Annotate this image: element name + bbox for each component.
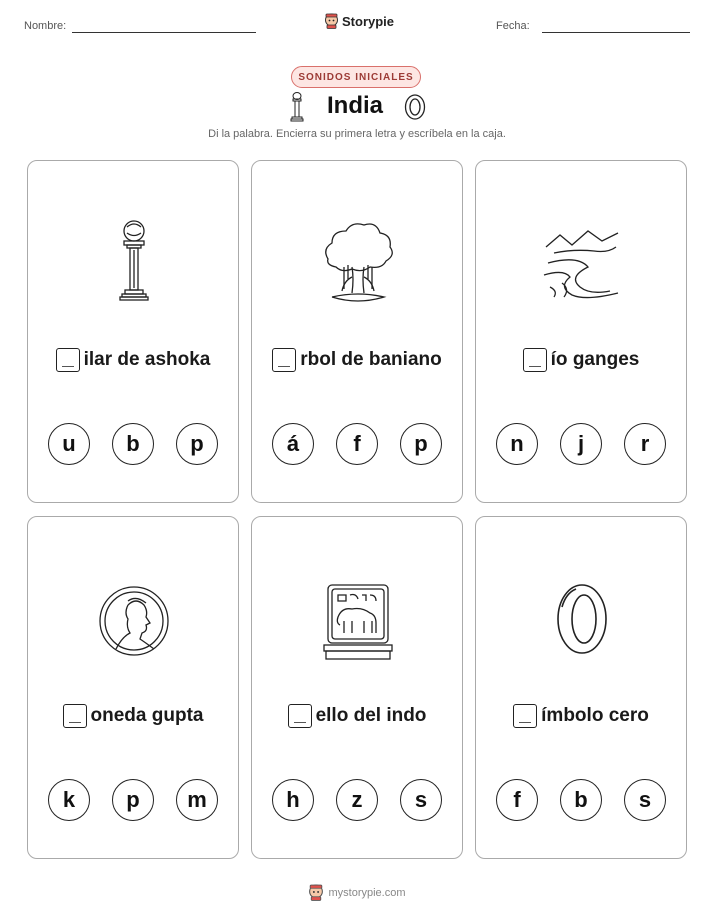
zero-symbol-icon (542, 577, 622, 667)
footer (0, 884, 714, 901)
brand-name: Storypie (342, 13, 395, 29)
first-letter-box[interactable] (56, 348, 80, 372)
letter-choice[interactable]: p (400, 423, 442, 465)
word-card (251, 516, 463, 859)
storypie-mascot-icon (324, 13, 339, 29)
letter-choice[interactable]: p (176, 423, 218, 465)
word-row (28, 704, 238, 728)
word-ending: ímbolo cero (541, 705, 649, 726)
first-letter-box[interactable] (272, 348, 296, 372)
word-card (27, 160, 239, 503)
title-row (0, 92, 714, 124)
worksheet-header (0, 0, 714, 50)
word-row (28, 348, 238, 372)
letter-choices (476, 779, 686, 821)
letter-choice[interactable]: f (336, 423, 378, 465)
letter-choice[interactable]: b (560, 779, 602, 821)
word-card (475, 160, 687, 503)
word-row (476, 704, 686, 728)
letter-choices (252, 423, 462, 465)
letter-choice[interactable]: j (560, 423, 602, 465)
topic-badge: SONIDOS INICIALES (291, 66, 421, 88)
zero-symbol-icon (404, 94, 426, 120)
word-row (252, 704, 462, 728)
brand-logo (324, 13, 394, 29)
letter-choice[interactable]: z (336, 779, 378, 821)
river-icon (542, 217, 622, 307)
storypie-mascot-icon (308, 884, 324, 901)
gupta-coin-icon (94, 577, 174, 667)
ashoka-pillar-icon (94, 217, 174, 307)
letter-choice[interactable]: m (176, 779, 218, 821)
letter-choices (28, 779, 238, 821)
word-row (252, 348, 462, 372)
letter-choice[interactable]: b (112, 423, 154, 465)
letter-choice[interactable]: s (400, 779, 442, 821)
footer-url: mystorypie.com (328, 886, 406, 899)
letter-choice[interactable]: á (272, 423, 314, 465)
letter-choice[interactable]: f (496, 779, 538, 821)
letter-choices (252, 779, 462, 821)
ashoka-pillar-icon (290, 92, 304, 122)
word-ending: ello del indo (315, 705, 427, 726)
letter-choices (476, 423, 686, 465)
word-row (476, 348, 686, 372)
date-label: Fecha: (496, 20, 530, 32)
word-ending: rbol de baniano (300, 349, 442, 370)
first-letter-box[interactable] (288, 704, 312, 728)
letter-choice[interactable]: n (496, 423, 538, 465)
letter-choice[interactable]: p (112, 779, 154, 821)
word-ending: ilar de ashoka (83, 349, 211, 370)
name-line[interactable] (72, 32, 256, 33)
date-line[interactable] (542, 32, 690, 33)
letter-choice[interactable]: u (48, 423, 90, 465)
instructions-text: Di la palabra. Encierra su primera letra y escríbela en la caja. (208, 128, 506, 140)
first-letter-box[interactable] (523, 348, 547, 372)
page-title: India (327, 92, 384, 119)
word-card (475, 516, 687, 859)
banyan-tree-icon (318, 217, 398, 307)
name-label: Nombre: (24, 20, 67, 32)
word-ending: ío ganges (550, 349, 640, 370)
letter-choice[interactable]: h (272, 779, 314, 821)
word-card (27, 516, 239, 859)
word-card (251, 160, 463, 503)
letter-choice[interactable]: r (624, 423, 666, 465)
first-letter-box[interactable] (513, 704, 537, 728)
word-ending: oneda gupta (90, 705, 204, 726)
indus-seal-icon (318, 577, 398, 667)
first-letter-box[interactable] (63, 704, 87, 728)
letter-choice[interactable]: s (624, 779, 666, 821)
letter-choice[interactable]: k (48, 779, 90, 821)
letter-choices (28, 423, 238, 465)
